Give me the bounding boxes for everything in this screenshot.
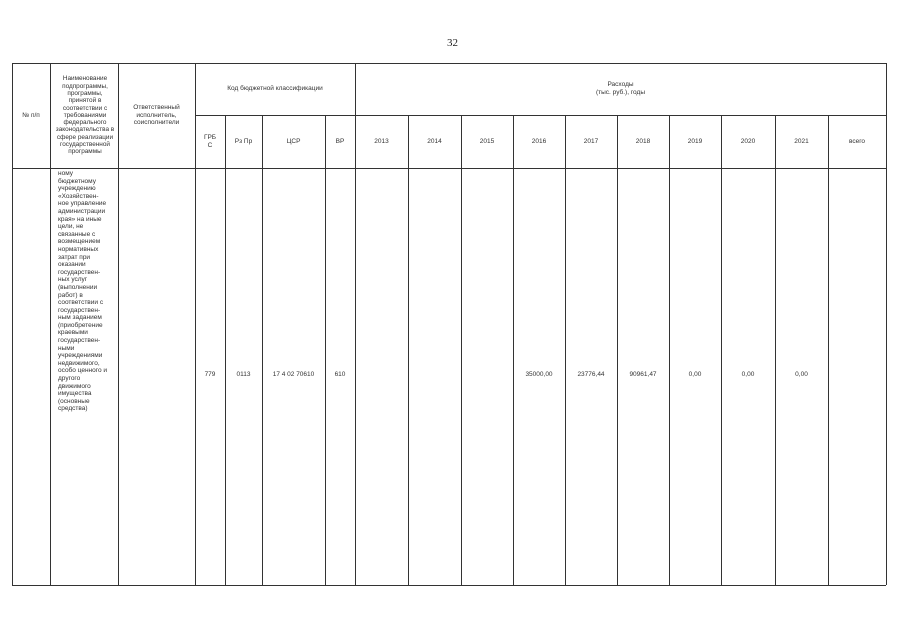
row-name-line: государствен- [58,306,101,314]
grid-v-15 [775,115,776,585]
grid-v-8 [408,115,409,585]
row-name-lines [58,170,118,413]
row-name-line: «Хозяйствен- [58,192,99,200]
row-name-line: цели, не [58,223,84,231]
row-name-line: государствен- [58,268,101,276]
row-name-line: средства) [58,405,88,413]
header-vr: ВР [335,137,345,145]
grid-bottom-line [12,585,886,586]
row-name-line: затрат при [58,253,91,261]
row-name-line: связанные с [58,230,96,238]
header-year-2017: 2017 [583,137,599,145]
row-2019: 0,00 [688,371,702,378]
header-year-2016: 2016 [531,137,547,145]
header-year-2014: 2014 [427,137,442,145]
row-name-line: особо ценного и [58,367,108,375]
row-2018: 90961,47 [629,371,657,378]
row-name-line: оказании [58,261,86,269]
row-name-line: края» на иные [58,215,102,223]
header-name: Наименование подпрограммы, программы, принятой в соответствии с требованиями федерального законодательства в сфере реализации государственной программы [55,75,115,156]
row-name-line: учреждению [58,185,96,193]
header-csr: ЦСР [286,137,301,145]
row-2017: 23776,44 [577,371,605,378]
header-expenses-title: Расходы [607,81,634,89]
row-name-line: ному [58,170,73,177]
row-name-line: ных услуг [58,276,88,284]
row-2020: 0,00 [741,371,755,378]
header-year-2013: 2013 [374,137,389,145]
row-name-line: ным заданием [58,314,102,322]
row-2016: 35000,00 [525,371,553,378]
grid-v-6 [325,115,326,585]
header-year-2015: 2015 [479,137,495,145]
row-name-line: бюджетному [58,177,96,185]
header-num: № п/п [22,111,40,119]
header-grbs: ГРБ С [203,133,217,149]
grid-v-1 [50,63,51,585]
grid-v-4 [225,115,226,585]
header-year-2018: 2018 [635,137,651,145]
grid-v-17 [886,63,887,585]
row-name-line: (приобретение [58,321,103,329]
header-year-2019: 2019 [687,137,703,145]
row-name-line: государствен- [58,337,101,345]
row-name-line: соответствии с [58,299,104,307]
row-name-line: движимого [58,382,91,390]
row-vr: 610 [334,371,346,378]
grid-v-16 [828,115,829,585]
row-rzpr: 0113 [236,371,251,378]
grid-v-14 [721,115,722,585]
header-executor: Ответственный исполнитель, соисполнители [133,104,180,127]
header-rzpr: Рз Пр [234,137,253,145]
row-2021: 0,00 [795,371,808,378]
grid-v-5 [262,115,263,585]
row-name-line: администрации [58,207,106,215]
row-name-line: ное управление [58,200,107,208]
header-year-2021: 2021 [794,137,809,145]
row-name-line: ными [58,344,75,352]
row-name-line: работ) в [58,291,83,299]
row-name-line: недвижимого, [58,359,100,367]
row-name-line: другого [58,375,81,383]
row-name-line: учреждениями [58,352,103,360]
row-name-line: (выполнении [58,283,98,291]
grid-v-10 [513,115,514,585]
row-grbs: 779 [204,371,216,378]
grid-header-bottom-line [12,168,886,169]
row-name-line: возмещением [58,238,101,246]
row-csr: 17 4 02 70610 [272,371,315,378]
header-expenses [355,63,886,115]
row-name-line: (основные [58,397,90,405]
grid-v-13 [669,115,670,585]
grid-v-11 [565,115,566,585]
row-name-line: имущества [58,390,92,398]
grid-v-12 [617,115,618,585]
header-year-2020: 2020 [740,137,756,145]
header-expenses-unit: (тыс. руб.), годы [595,89,645,96]
page-number: 32 [447,37,458,49]
row-name-line: нормативных [58,245,99,253]
grid-v-9 [461,115,462,585]
header-total: всего [848,137,866,145]
header-budget-code: Код бюджетной классификации [227,85,323,93]
row-name-line: краевыми [58,329,88,337]
